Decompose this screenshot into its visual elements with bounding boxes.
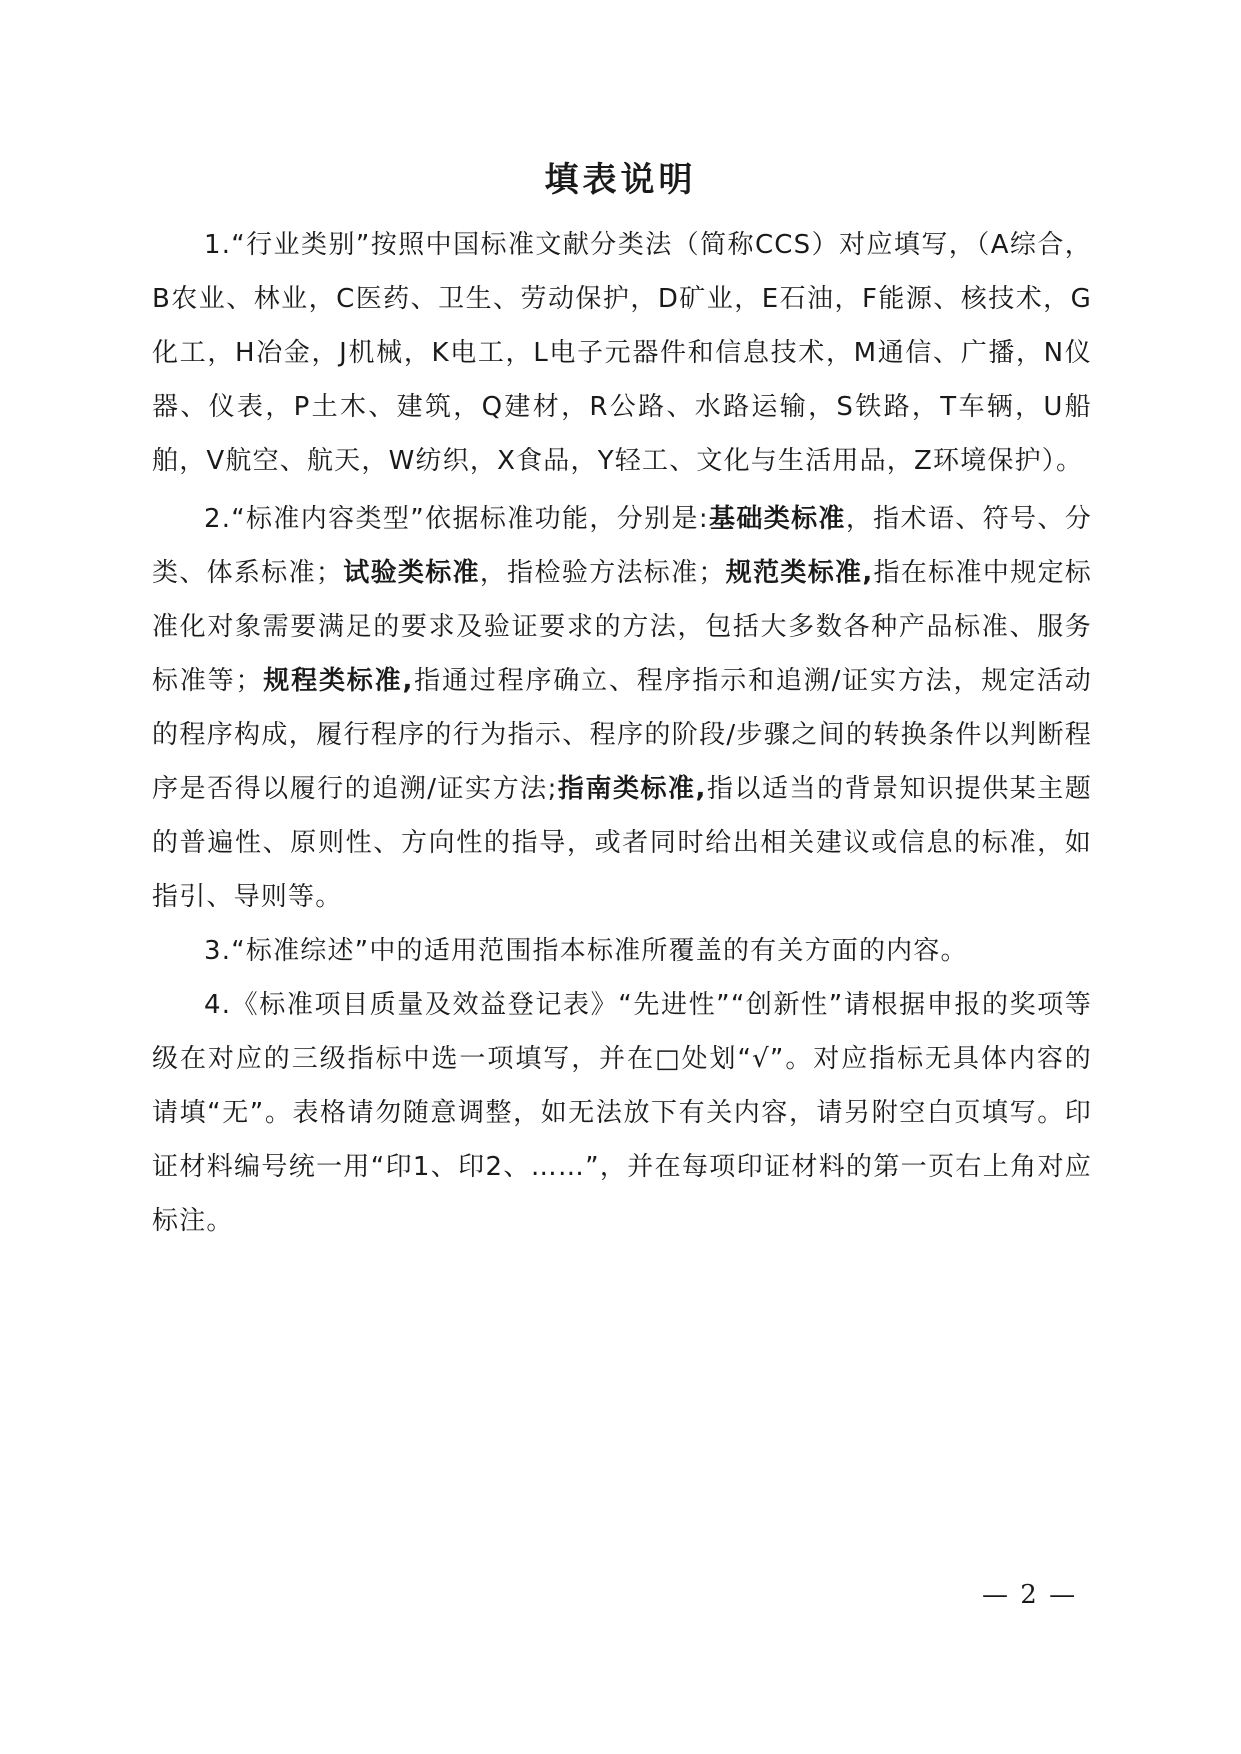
spec-standard-desc: 指在标准中规定标准化对象需要满足的要求及验证要求的方法，包括大多数各种产品标准、服务标准等；: [152, 558, 1092, 696]
p2-intro: 2.“标准内容类型”依据标准功能，分别是:: [204, 504, 709, 534]
guide-standard-term: 指南类标准,: [557, 774, 707, 804]
spec-standard-term: 规范类标准,: [725, 558, 874, 588]
test-standard-term: 试验类标准: [343, 558, 480, 588]
test-standard-desc: ，指检验方法标准；: [479, 558, 726, 588]
instructions-body: [152, 218, 1092, 1248]
page-title: 填表说明: [544, 160, 697, 200]
page-number: — 2 —: [982, 1580, 1078, 1610]
instruction-paragraph-3: 3.“标准综述”中的适用范围指本标准所覆盖的有关方面的内容。: [204, 936, 968, 966]
basic-standard-desc: ，指术语、符号、分类、体系标准；: [152, 504, 1092, 588]
instruction-paragraph-2: [152, 492, 1092, 924]
guide-standard-desc: 指以适当的背景知识提供某主题的普遍性、原则性、方向性的指导，或者同时给出相关建议或信息的标准，如指引、导则等。: [152, 774, 1092, 912]
procedure-standard-desc: 指通过程序确立、程序指示和追溯/证实方法，规定活动的程序构成，履行程序的行为指示、程序的阶段/步骤之间的转换条件以判断程序是否得以履行的追溯/证实方法;: [152, 666, 1092, 804]
basic-standard-term: 基础类标准: [708, 504, 846, 534]
instruction-paragraph-4: 4.《标准项目质量及效益登记表》“先进性”“创新性”请根据申报的奖项等级在对应的三级指标中选一项填写，并在□处划“√”。对应指标无具体内容的请填“无”。表格请勿随意调整，如无法放下有关内容，请另附空白页填写。印证材料编号统一用“印1、印2、……”，并在每项印证材料的第一页右上角对应标注。: [152, 990, 1092, 1236]
procedure-standard-term: 规程类标准,: [262, 666, 414, 696]
instruction-paragraph-1: 1.“行业类别”按照中国标准文献分类法（简称CCS）对应填写，（A综合，B农业、林业，C医药、卫生、劳动保护，D矿业，E石油，F能源、核技术，G化工，H冶金，J机械，K电工，L电子元器件和信息技术，M通信、广播，N仪器、仪表，P土木、建筑，Q建材，R公路、水路运输，S铁路，T车辆，U船舶，V航空、航天，W纺织，X食品，Y轻工、文化与生活用品，Z环境保护）。: [152, 230, 1092, 476]
